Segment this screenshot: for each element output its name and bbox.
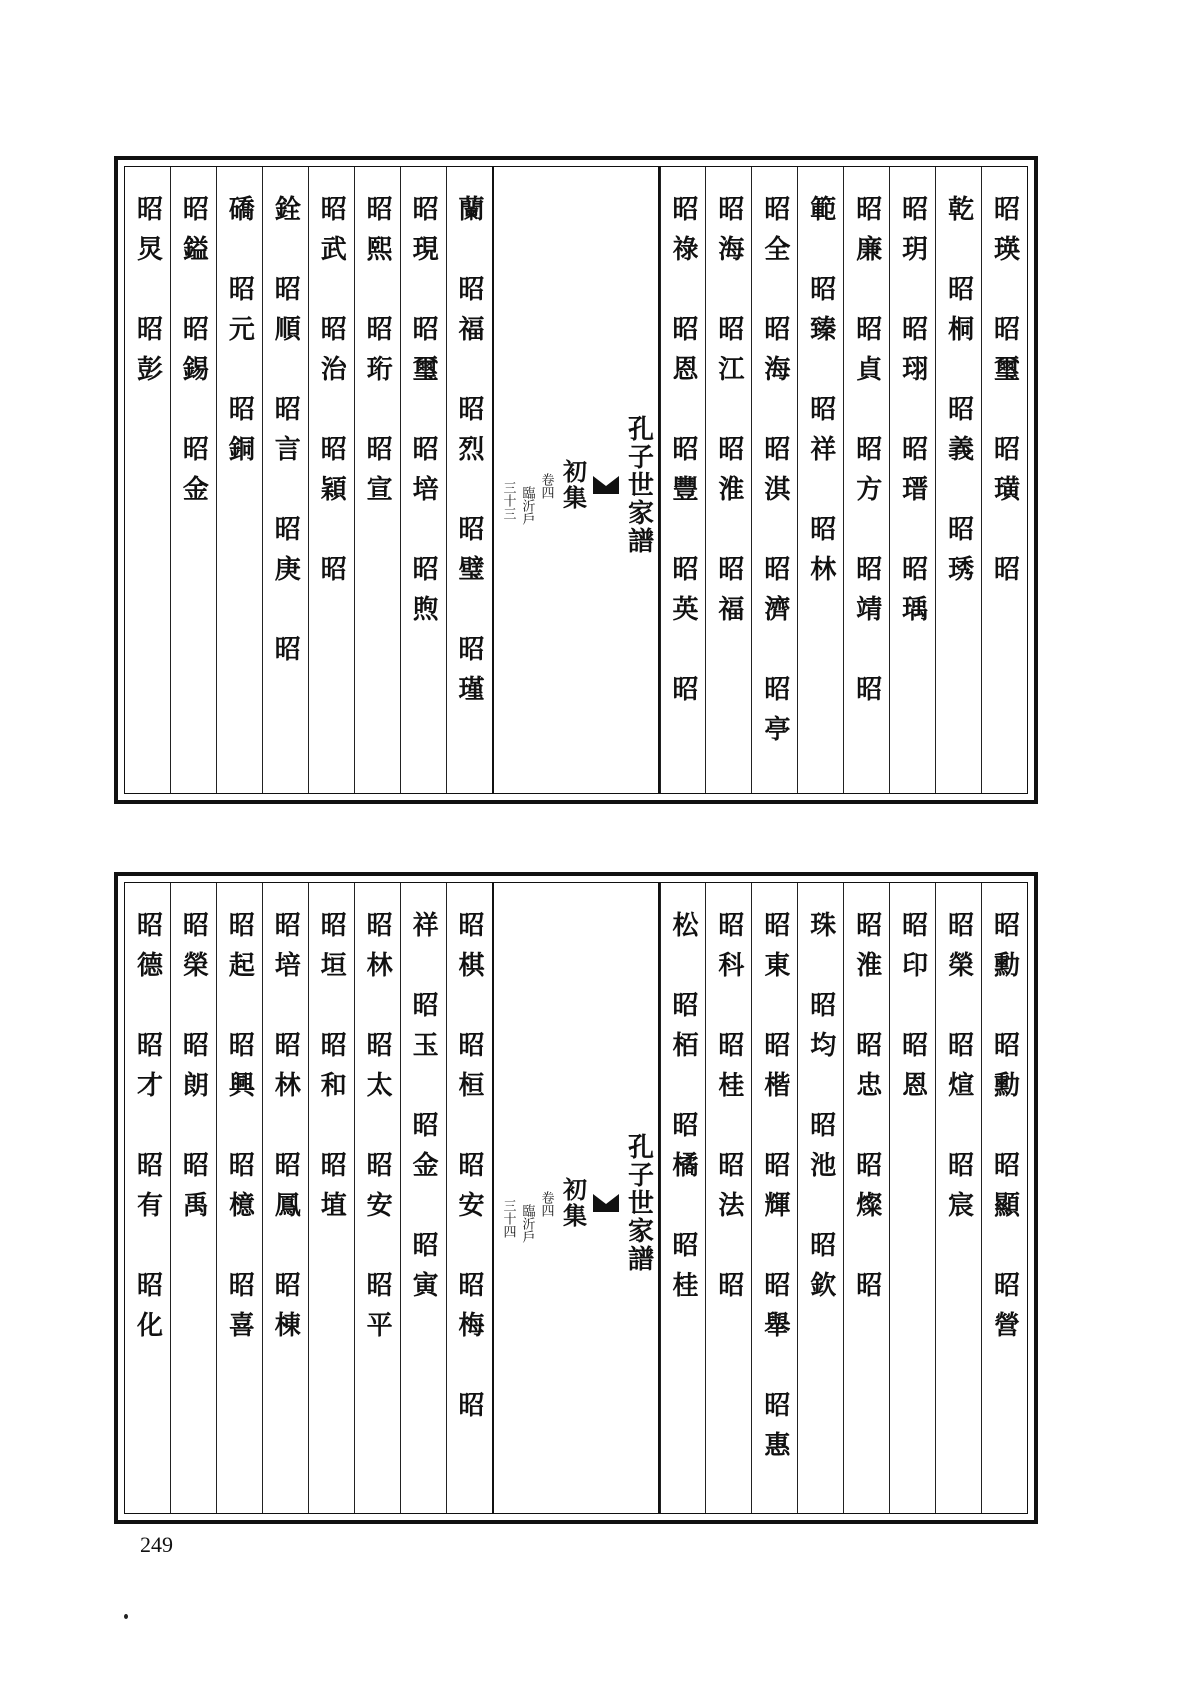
column: 昭棋 昭桓 昭安 昭梅 昭 [446,883,492,1513]
column: 昭淮 昭忠 昭燦 昭 [843,883,889,1513]
column: 祥 昭玉 昭金 昭寅 [400,883,446,1513]
column: 昭玥 昭珝 昭瑨 昭瑀 [889,167,935,793]
collection-label: 初集 [558,459,588,511]
genealogy-page-top [114,156,1038,804]
leaf-number: 三十四 [500,1198,516,1238]
column: 乾 昭桐 昭義 昭琇 [935,167,981,793]
column: 昭現 昭璽 昭培 昭煦 [400,167,446,793]
column-grid-bottom [124,882,1028,1514]
page-number: 249 [140,1532,173,1557]
center-header-top [492,167,660,793]
volume-label: 卷四 [538,473,554,499]
column: 昭林 昭太 昭安 昭平 [354,883,400,1513]
column: 昭榮 昭煊 昭宸 [935,883,981,1513]
household-label: 臨沂戶 [519,485,535,525]
volume-label: 卷四 [538,1191,554,1217]
column: 昭全 昭海 昭淇 昭濟 昭亭 [751,167,797,793]
column-grid-top [124,166,1028,794]
column: 昭炅 昭彭 [132,195,163,395]
column: 昭鎰 昭錫 昭金 [170,167,216,793]
genealogy-page-bottom [114,872,1038,1524]
column: 昭培 昭林 昭鳳 昭棟 [262,883,308,1513]
fish-tail-mark-icon [591,1192,621,1214]
column: 昭垣 昭和 昭埴 [308,883,354,1513]
column: 昭起 昭興 昭檍 昭喜 [216,883,262,1513]
center-header-bottom [492,883,660,1513]
column: 昭勳 昭勳 昭顯 昭營 [981,883,1027,1513]
column: 昭印 昭恩 [889,883,935,1513]
household-label: 臨沂戶 [519,1203,535,1243]
column: 昭東 昭楷 昭輝 昭舉 昭惠 [751,883,797,1513]
scan-speck [124,1614,128,1619]
column: 礄 昭元 昭銅 [216,167,262,793]
column: 昭海 昭江 昭淮 昭福 [705,167,751,793]
column: 昭德 昭才 昭有 昭化 [132,911,163,1351]
column: 昭武 昭治 昭穎 昭 [308,167,354,793]
book-title: 孔子世家譜 [623,1133,654,1273]
collection-label: 初集 [558,1177,588,1229]
column: 昭瑛 昭璽 昭璜 昭 [981,167,1027,793]
fish-tail-mark-icon [591,474,621,496]
column: 松 昭栢 昭橘 昭桂 [660,883,706,1513]
column: 昭祿 昭恩 昭豐 昭英 昭 [660,167,706,793]
column: 昭廉 昭貞 昭方 昭靖 昭 [843,167,889,793]
book-title: 孔子世家譜 [623,415,654,555]
column: 範 昭臻 昭祥 昭林 [797,167,843,793]
column: 珠 昭均 昭池 昭欽 [797,883,843,1513]
column: 昭熙 昭珩 昭宣 [354,167,400,793]
column: 蘭 昭福 昭烈 昭璧 昭瑾 [446,167,492,793]
column: 昭科 昭桂 昭法 昭 [705,883,751,1513]
column: 昭榮 昭朗 昭禹 [170,883,216,1513]
column: 銓 昭順 昭言 昭庚 昭 [262,167,308,793]
leaf-number: 三十三 [500,480,516,520]
